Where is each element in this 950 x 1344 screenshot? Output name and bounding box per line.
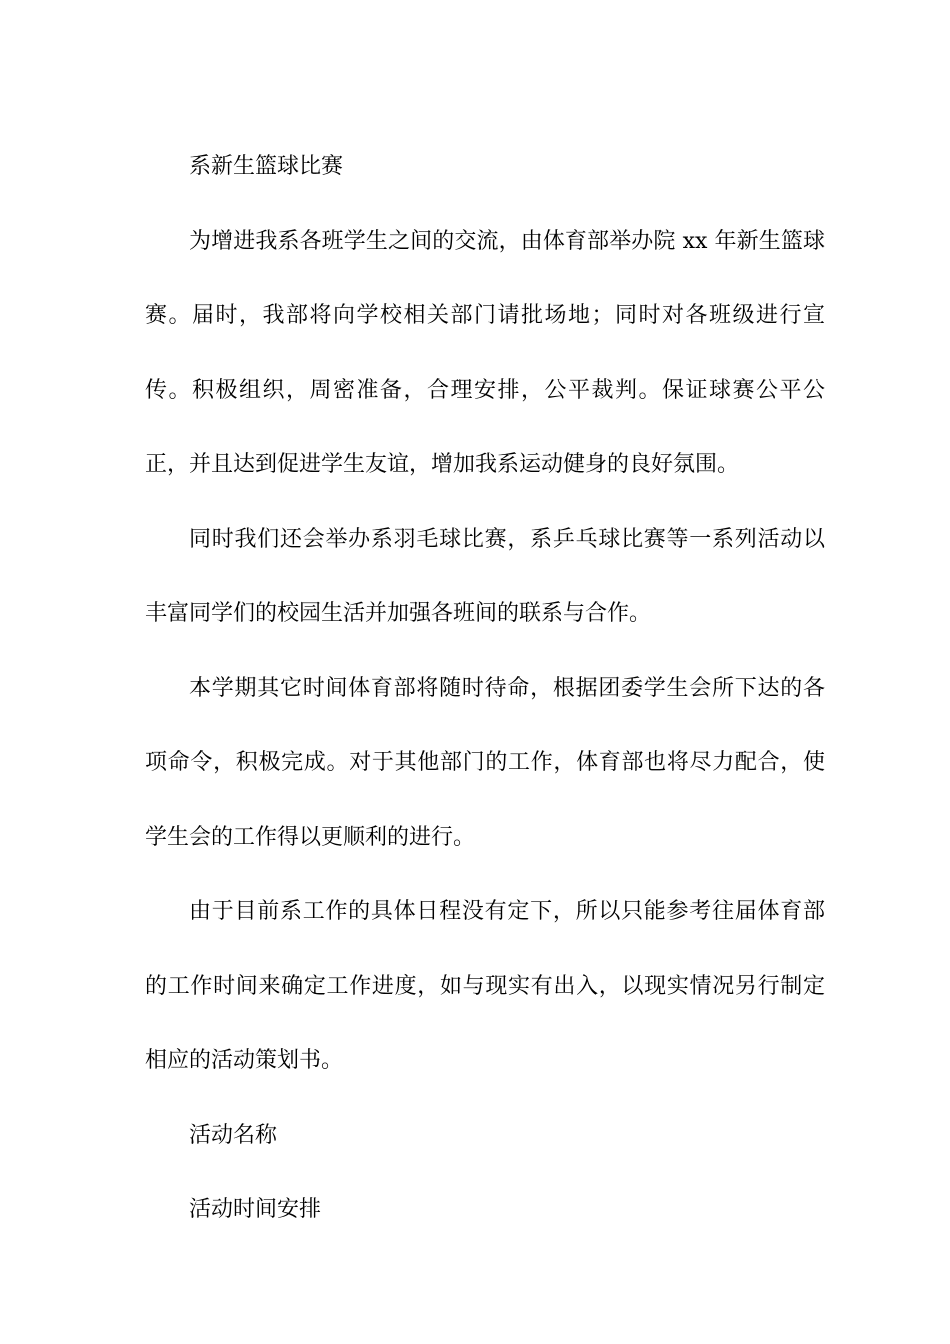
heading-activity-name: 活动名称 [189,1122,278,1148]
paragraph-other-activities: 同时我们还会举办系羽毛球比赛，系乒乓球比赛等一系列活动以丰富同学们的校园生活并加强各班间的联系与合作。 [145,526,825,626]
document-body [145,130,825,1248]
paragraph-standby-duties: 本学期其它时间体育部将随时待命，根据团委学生会所下达的各项命令，积极完成。对于其他部门的工作，体育部也将尽力配合，使学生会的工作得以更顺利的进行。 [145,675,825,850]
heading-activity-schedule: 活动时间安排 [189,1197,322,1222]
paragraph-schedule-note: 由于目前系工作的具体日程没有定下，所以只能参考往届体育部的工作时间来确定工作进度，如与现实有出入，以现实情况另行制定相应的活动策划书。 [145,899,825,1073]
paragraph-basketball-description: 为增进我系各班学生之间的交流，由体育部举办院 xx 年新生篮球赛。届时，我部将向学校相关部门请批场地；同时对各班级进行宣传。积极组织，周密准备，合理安排，公平裁判。保证球赛公平公正，并且达到促进学生友谊，增加我系运动健身的良好氛围。 [145,228,825,477]
section-heading-basketball: 系新生篮球比赛 [189,154,344,179]
